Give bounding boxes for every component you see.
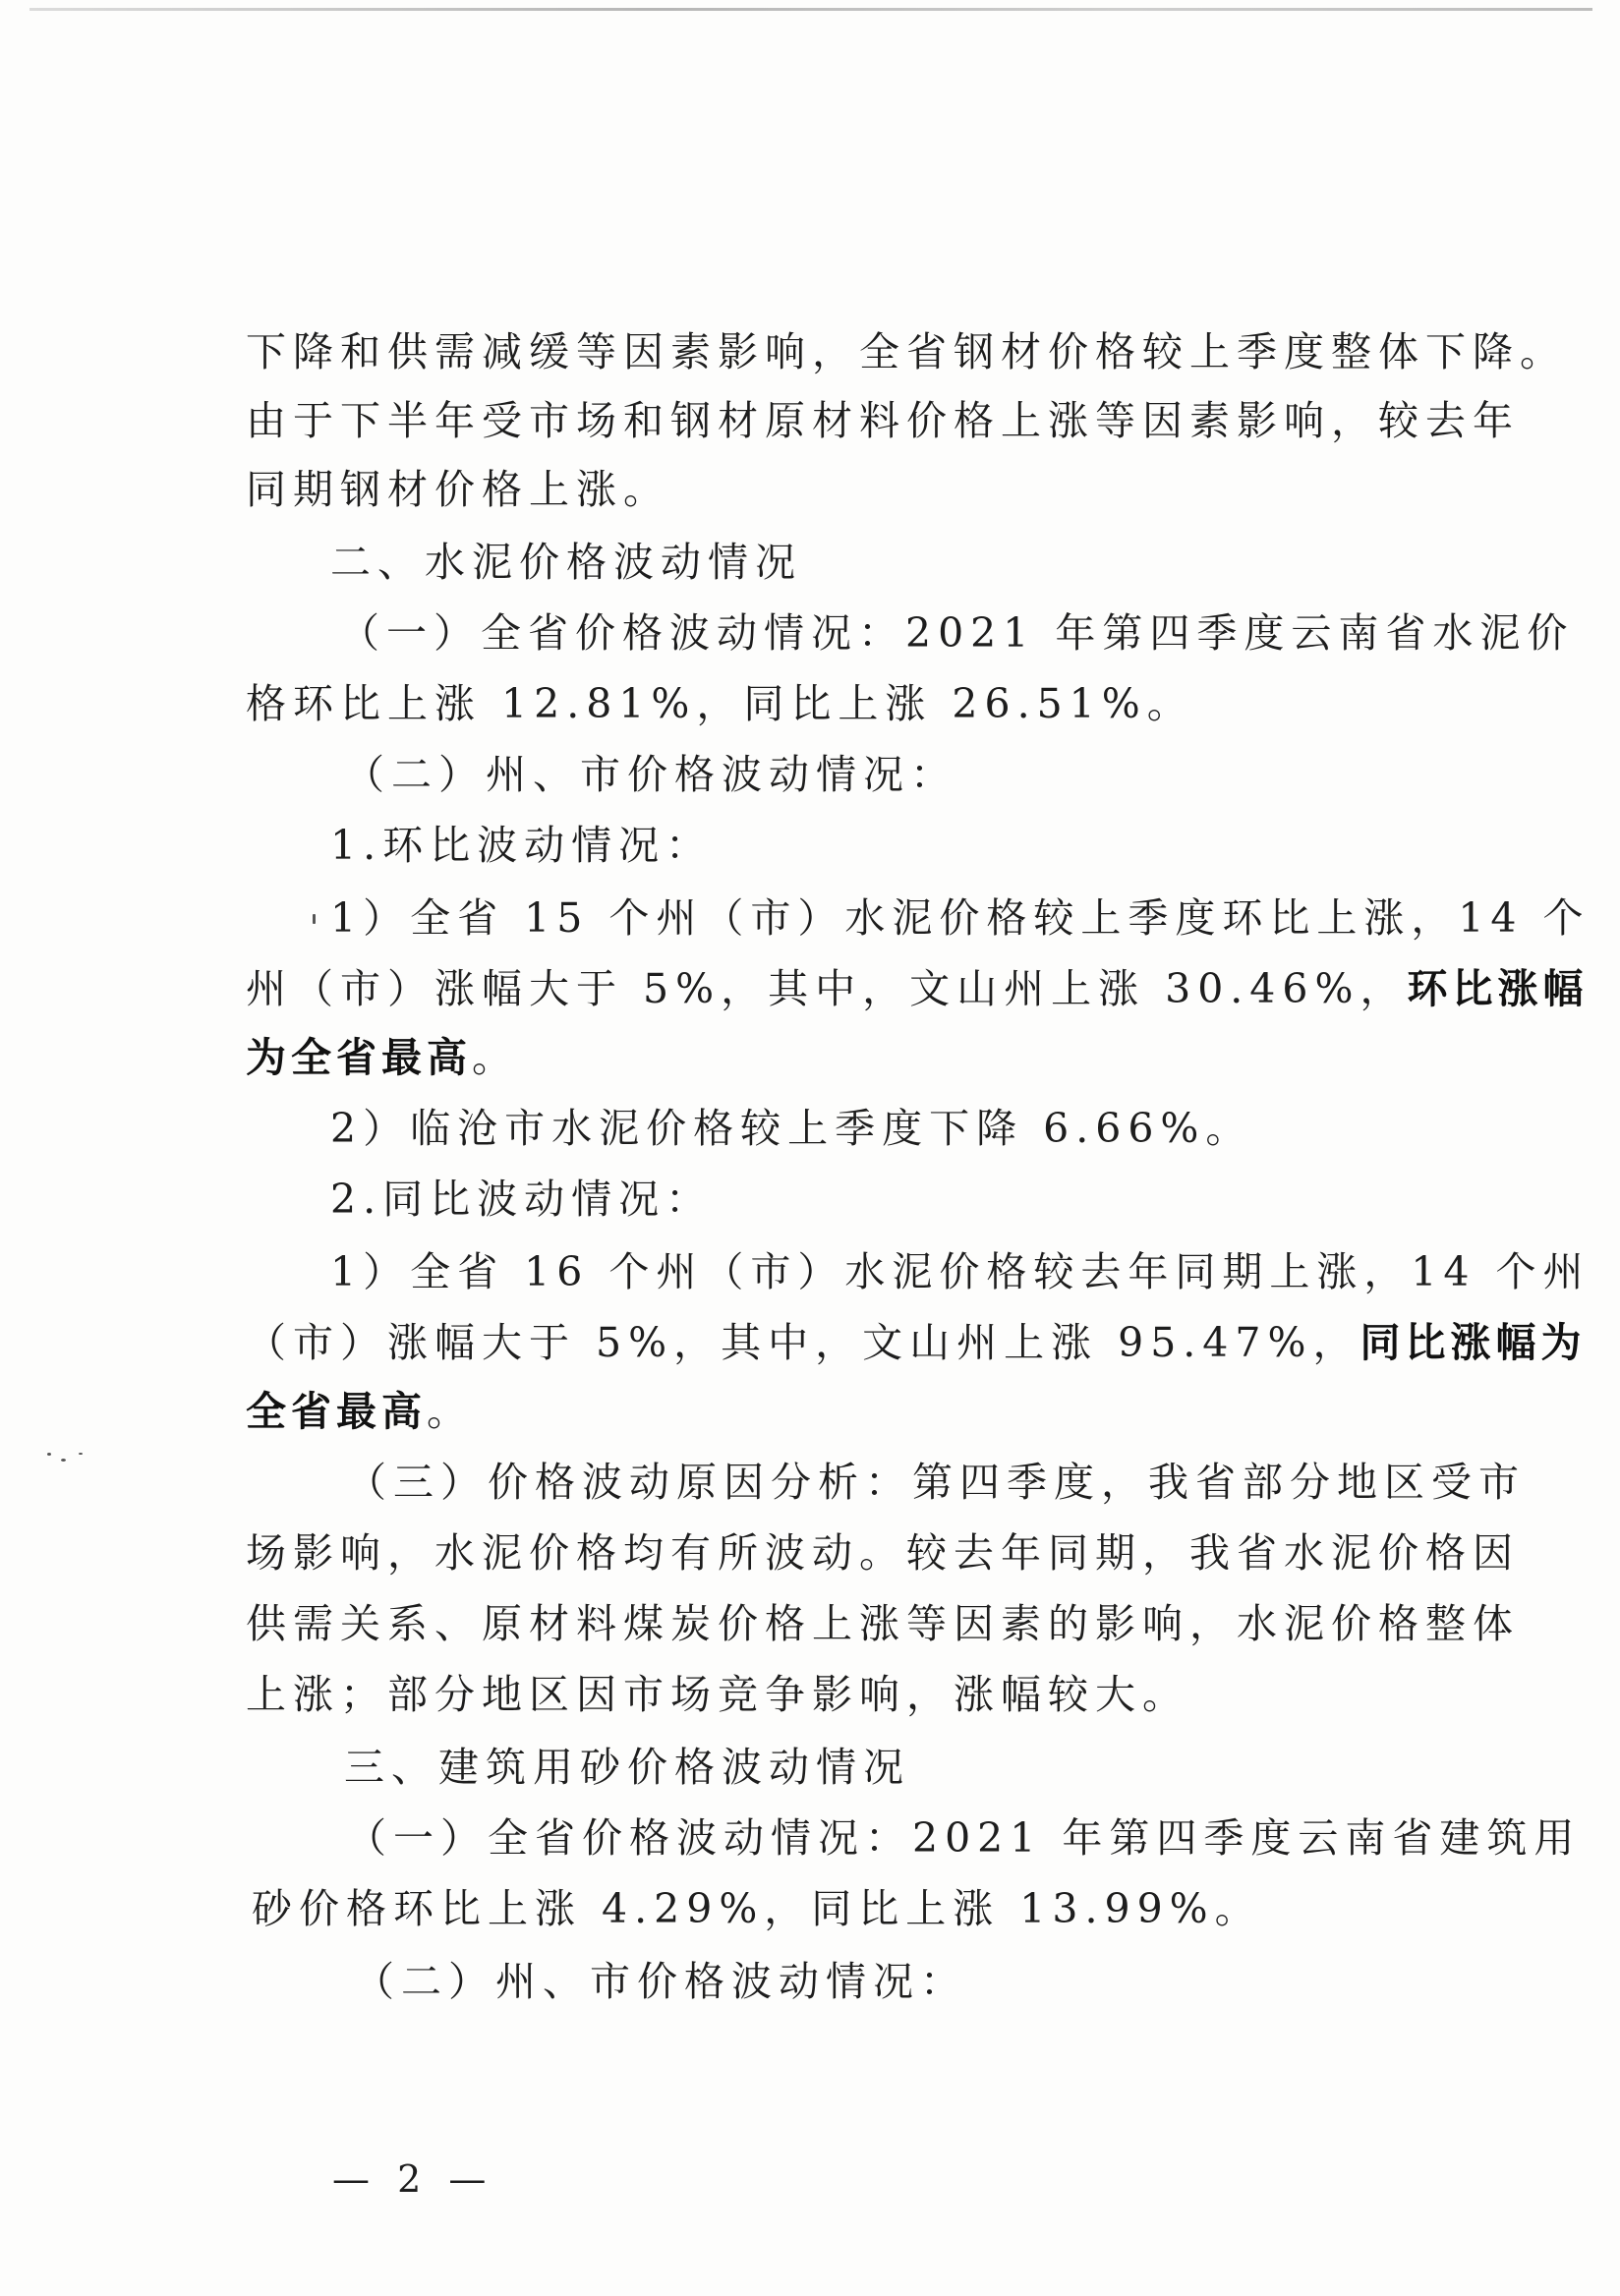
text-line xyxy=(0,1382,1620,1441)
page-number: — 2 — xyxy=(332,2157,494,2201)
text-line xyxy=(0,1099,1620,1158)
line-text: 1）全省 15 个州（市）水泥价格较上季度环比上涨，14 个 xyxy=(330,894,1591,942)
text-line xyxy=(0,460,1620,519)
text-line xyxy=(0,322,1620,381)
line-text: 场影响，水泥价格均有所波动。较去年同期，我省水泥价格因 xyxy=(246,1529,1520,1577)
text-line xyxy=(0,1242,1620,1301)
line-text: 格环比上涨 12.81%，同比上涨 26.51%。 xyxy=(246,680,1194,727)
line-text: 2）临沧市水泥价格较上季度下降 6.66%。 xyxy=(330,1105,1253,1152)
text-line xyxy=(0,1952,1620,2011)
line-text: 由于下半年受市场和钢材原材料价格上涨等因素影响，较去年 xyxy=(246,397,1520,444)
text-line xyxy=(0,1594,1620,1653)
bold-text: 同比涨幅为 xyxy=(1360,1319,1587,1366)
line-text: 州（市）涨幅大于 5%，其中，文山州上涨 30.46%， xyxy=(246,965,1408,1012)
text-line xyxy=(0,816,1620,875)
line-text: 下降和供需减缓等因素影响，全省钢材价格较上季度整体下降。 xyxy=(246,328,1567,375)
line-text: 。 xyxy=(472,1034,519,1081)
text-line xyxy=(0,1170,1620,1229)
bold-text: 环比涨幅 xyxy=(1407,965,1589,1012)
scan-top-edge xyxy=(29,8,1592,11)
line-text: （一）全省价格波动情况：2021 年第四季度云南省建筑用 xyxy=(346,1814,1582,1862)
text-line xyxy=(0,1665,1620,1724)
line-text: 1）全省 16 个州（市）水泥价格较去年同期上涨，14 个州 xyxy=(330,1248,1591,1295)
line-text: （一）全省价格波动情况：2021 年第四季度云南省水泥价 xyxy=(339,609,1575,657)
text-line xyxy=(0,745,1620,804)
line-text: 。 xyxy=(427,1388,474,1435)
scan-speck xyxy=(79,1453,83,1455)
section-heading xyxy=(0,533,1620,592)
scan-speck xyxy=(313,914,316,924)
bold-text: 为全省最高 xyxy=(246,1034,472,1081)
text-line xyxy=(0,1453,1620,1512)
text-line xyxy=(0,603,1620,662)
text-line xyxy=(0,1808,1620,1867)
text-line xyxy=(0,1313,1620,1372)
text-line xyxy=(0,959,1620,1018)
line-text: 1.环比波动情况： xyxy=(330,822,714,869)
line-text: （三）价格波动原因分析：第四季度，我省部分地区受市 xyxy=(346,1459,1526,1506)
line-text: 砂价格环比上涨 4.29%，同比上涨 13.99%。 xyxy=(252,1885,1262,1932)
line-text: 2.同比波动情况： xyxy=(330,1176,714,1223)
scan-speck xyxy=(47,1453,51,1456)
line-text: （二）州、市价格波动情况： xyxy=(344,751,957,798)
line-text: 同期钢材价格上涨。 xyxy=(246,466,670,513)
text-line xyxy=(0,391,1620,450)
section-heading xyxy=(0,1738,1620,1797)
text-line xyxy=(0,1523,1620,1582)
heading-text: 三、建筑用砂价格波动情况 xyxy=(344,1744,910,1791)
line-text: 上涨；部分地区因市场竞争影响，涨幅较大。 xyxy=(246,1671,1189,1718)
line-text: （市）涨幅大于 5%，其中，文山州上涨 95.47%， xyxy=(246,1319,1360,1366)
text-line xyxy=(0,674,1620,733)
scan-speck xyxy=(61,1459,66,1462)
heading-text: 二、水泥价格波动情况 xyxy=(330,539,802,586)
line-text: （二）州、市价格波动情况： xyxy=(354,1958,967,2005)
line-text: 供需关系、原材料煤炭价格上涨等因素的影响，水泥价格整体 xyxy=(246,1600,1520,1647)
text-line xyxy=(0,1028,1620,1087)
text-line xyxy=(0,1879,1620,1938)
bold-text: 全省最高 xyxy=(246,1388,427,1435)
text-line xyxy=(0,889,1620,947)
